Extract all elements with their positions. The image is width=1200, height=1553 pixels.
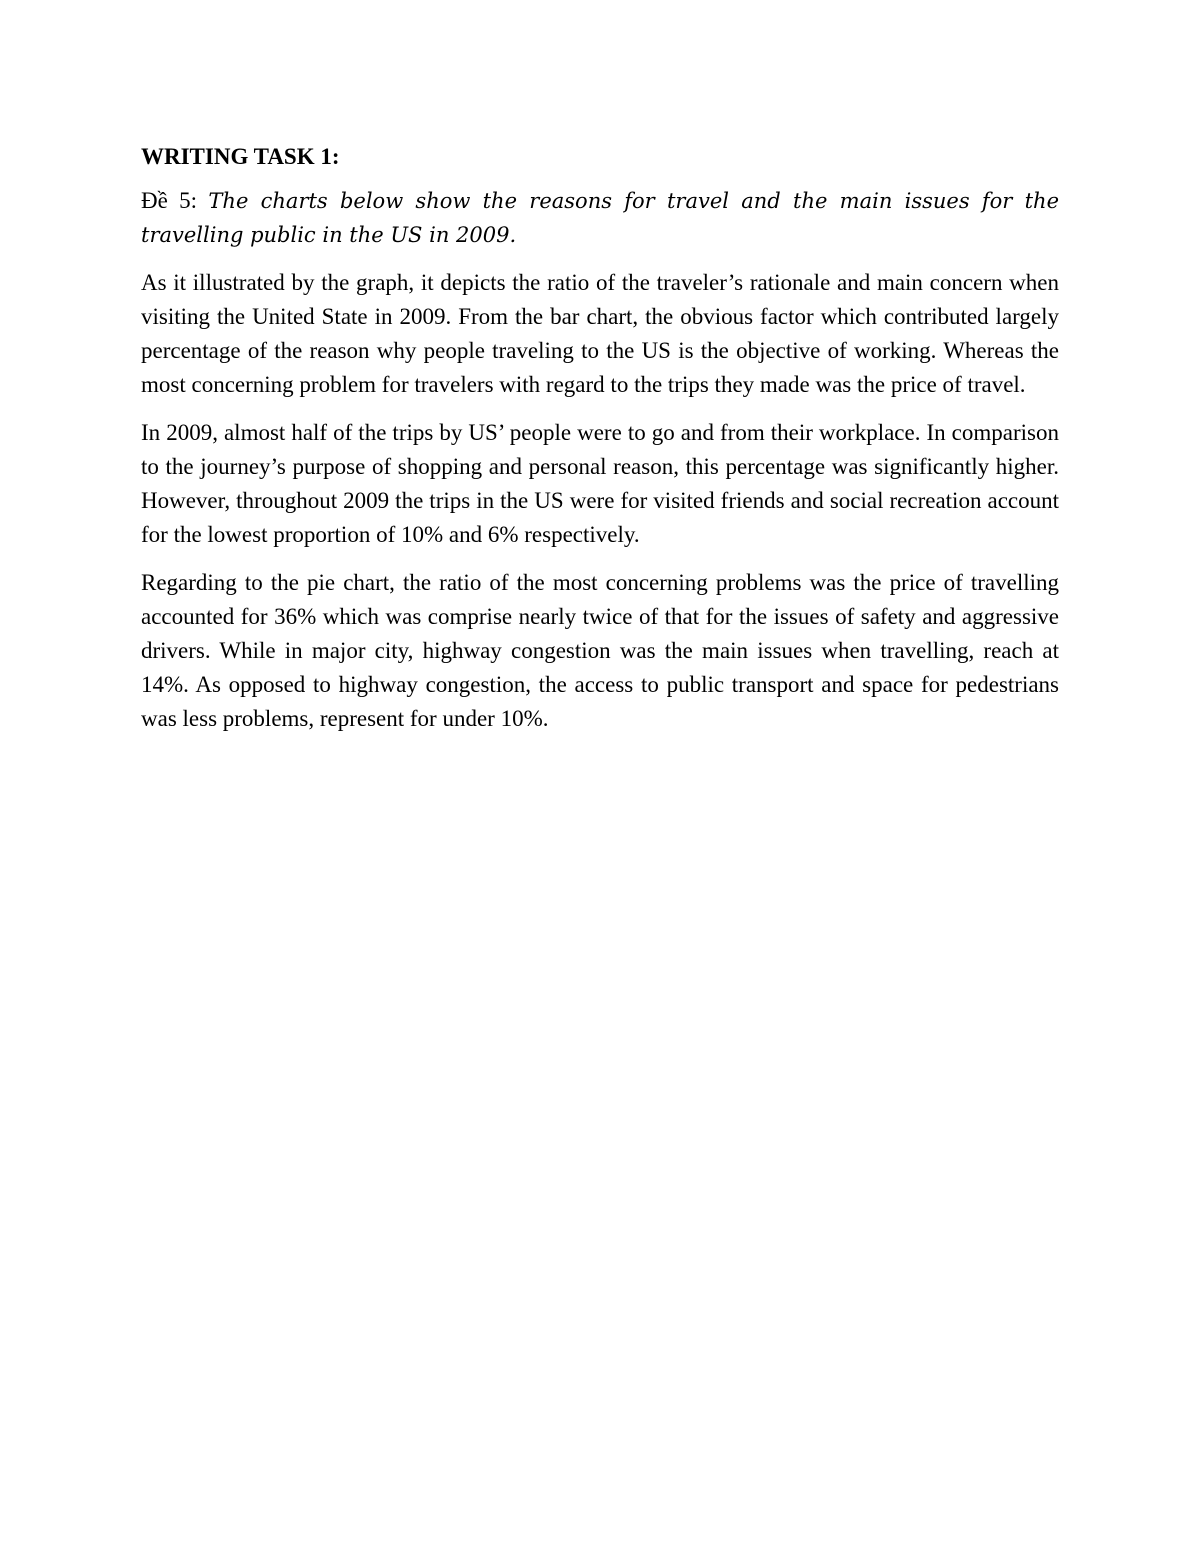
paragraph-pie-chart: Regarding to the pie chart, the ratio of the most concerning problems was the price of travelling accounted for 36% which was comprise nearly twice of that for the issues of safety and aggressive drivers. While in major city, highway congestion was the main issues when travelling, reach at 14%. As opposed to highway congestion, the access to public transport and space for pedestrians was less problems, represent for under 10%. [141,570,1059,731]
task-heading: WRITING TASK 1: [141,144,340,169]
paragraph-bar-chart: In 2009, almost half of the trips by US’ people were to go and from their workplace. In comparison to the journey’s purpose of shopping and personal reason, this percentage was significantly higher. However, throughout 2009 the trips in the US were for visited friends and social recreation account for the lowest proportion of 10% and 6% respectively. [141,420,1059,547]
task-prompt [141,184,1059,252]
prompt-label: Đề 5: [141,188,209,213]
document-body [141,140,1059,750]
paragraph-introduction: As it illustrated by the graph, it depicts the ratio of the traveler’s rationale and main concern when visiting the United State in 2009. From the bar chart, the obvious factor which contributed largely percentage of the reason why people traveling to the US is the objective of working. Whereas the most concerning problem for travelers with regard to the trips they made was the price of travel. [141,270,1059,397]
prompt-text: The charts below show the reasons for travel and the main issues for the travelling public in the US in 2009. [141,189,1059,247]
